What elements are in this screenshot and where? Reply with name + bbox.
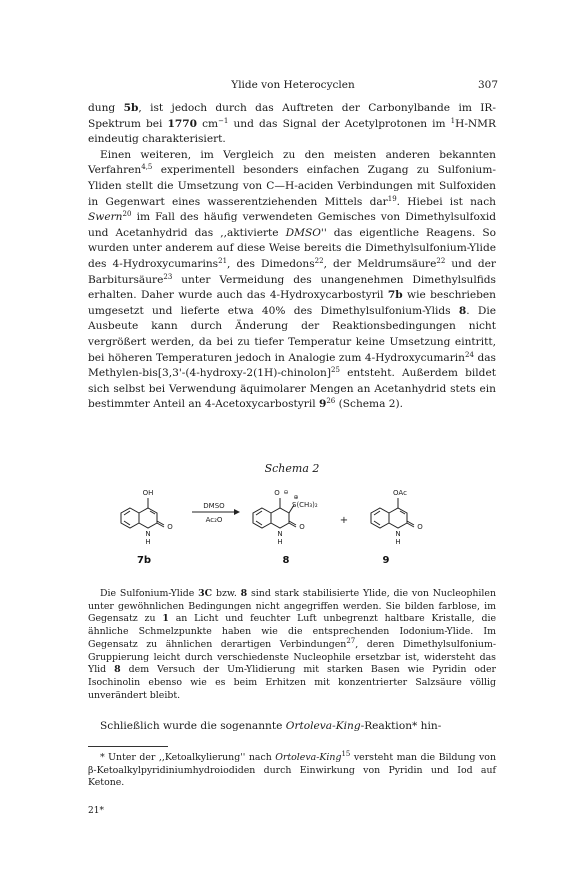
footnote: * Unter der ,,Ketoalkylierung'' nach Ortoleva-King$^{15}$ versteht man die Bildung von β-Ketoalkylpyridiniumhydroiodiden durch Einwirkung von Pyridin und Iod auf Ketone. [88, 750, 496, 789]
reaction-arrowhead [234, 509, 240, 515]
running-head [88, 79, 498, 93]
paragraph: Einen weiteren, im Vergleich zu den meisten anderen bekannten Verfahren$^{4,5}$ experimentell besonders einfachen Zugang zu Sulfonium-Yliden stellt die Umsetzung von C—H-aciden Verbindungen mit Sulfoxiden in Gegenwart eines wasserentziehenden Mittels dar$^{19}$. Hiebei ist nach Swern$^{20}$ im Fall des häufig verwendeten Gemisches von Dimethylsulfoxid und Acetanhydrid das ,,aktivierte DMSO'' das eigentliche Reagens. So wurden unter anderem auf diese Weise bereits die Dimethylsulfonium-Ylide des 4-Hydroxycumarins$^{21}$, des Dimedons$^{22}$, der Meldrumsäure$^{22}$ und der Barbitursäure$^{23}$ unter Vermeidung des unangenehmen Dimethylsulfids erhalten. Daher wurde auch das 4-Hydroxycarbostyril 7b wie beschrieben umgesetzt und lieferte etwa 40% des Dimethylsulfonium-Ylids 8. Die Ausbeute kann durch Änderung der Reaktionsbedingungen nicht vergrößert werden, da bei zu tiefer Temperatur keine Umsetzung eintritt, bei höheren Temperaturen jedoch in Analogie zum 4-Hydroxycumarin$^{24}$ das Methylen-bis[3,3'-(4-hydroxy-2(1H)-chinolon]$^{25}$ entsteht. Außerdem bildet sich selbst bei Verwendung äquimolarer Mengen an Acetanhydrid stets ein bestimmter Anteil an 4-Acetoxycarbostyril $9^{26}$ (Schema 2). [88, 148, 496, 411]
substituent-oh: OH [142, 489, 154, 497]
footnote-rule [88, 746, 168, 747]
ylide-oxygen: O [274, 489, 280, 497]
substituent-oac: OAc [393, 489, 407, 497]
ring-nitrogen: N [145, 530, 151, 538]
main-text [88, 101, 496, 413]
reaction-scheme-drawing [100, 478, 480, 570]
carbonyl-oxygen: O [299, 523, 305, 531]
small-print-paragraph [88, 588, 496, 702]
nh-hydrogen: H [145, 538, 151, 546]
scheme-title: Schema 2 [264, 462, 320, 475]
nh-hydrogen: H [395, 538, 401, 546]
compound-label-8: 8 [282, 555, 290, 566]
ring-nitrogen: N [277, 530, 283, 538]
reaction-scheme [100, 478, 480, 570]
paragraph: dung 5b, ist jedoch durch das Auftreten der Carbonylbande im IR-Spektrum bei 1770 $cm^{-1}$ und das Signal der Acetylprotonen im $^1$H-NMR eindeutig charakterisiert. [88, 102, 496, 146]
running-title: Ylide von Heterocyclen [231, 79, 355, 91]
structure-9 [371, 498, 414, 528]
structure-8 [253, 498, 296, 528]
page-number: 307 [477, 79, 498, 91]
paragraph: Die Sulfonium-Ylide 3C bzw. 8 sind stark stabilisierte Ylide, die von Nucleophilen unter gewöhnlichen Bedingungen nicht angegriffen werden. Sie bilden farblose, im Gegensatz zu 1 an Licht und feuchter Luft unbegrenzt haltbare Kristalle, die ähnliche Schmelzpunkte haben wie die entsprechenden Iodonium-Ylide. Im Gegensatz zu ähnlichen derartigen Verbindungen$^{27}$, deren Dimethylsulfonium-Gruppierung leicht durch verschiedenste Nucleophile ersetzbar ist, widersteht das Ylid 8 dem Versuch der Um-Ylidierung mit starken Basen wie Pyridin oder Isochinolin ebenso wie es beim Erhitzen mit konzentrierter Salzsäure völlig unverändert bleibt. [88, 588, 497, 701]
plus-sign: + [339, 515, 349, 526]
sulfonium-group: S(CH₃)₂ [292, 501, 318, 509]
signature-mark: 21* [88, 806, 104, 816]
ring-nitrogen: N [395, 530, 401, 538]
carbonyl-oxygen: O [417, 523, 423, 531]
negative-charge: ⊖ [283, 489, 289, 496]
reagent-ac2o: Ac₂O [205, 516, 223, 524]
positive-charge: ⊕ [293, 494, 299, 501]
nh-hydrogen: H [277, 538, 283, 546]
structure-7b [121, 498, 164, 528]
carbonyl-oxygen: O [167, 523, 173, 531]
compound-label-7b: 7b [136, 555, 152, 566]
compound-label-9: 9 [382, 555, 390, 566]
continuation-line: Schließlich wurde die sogenannte Ortoleva-King-Reaktion* hin- [100, 720, 442, 732]
reagent-dmso: DMSO [203, 502, 225, 510]
